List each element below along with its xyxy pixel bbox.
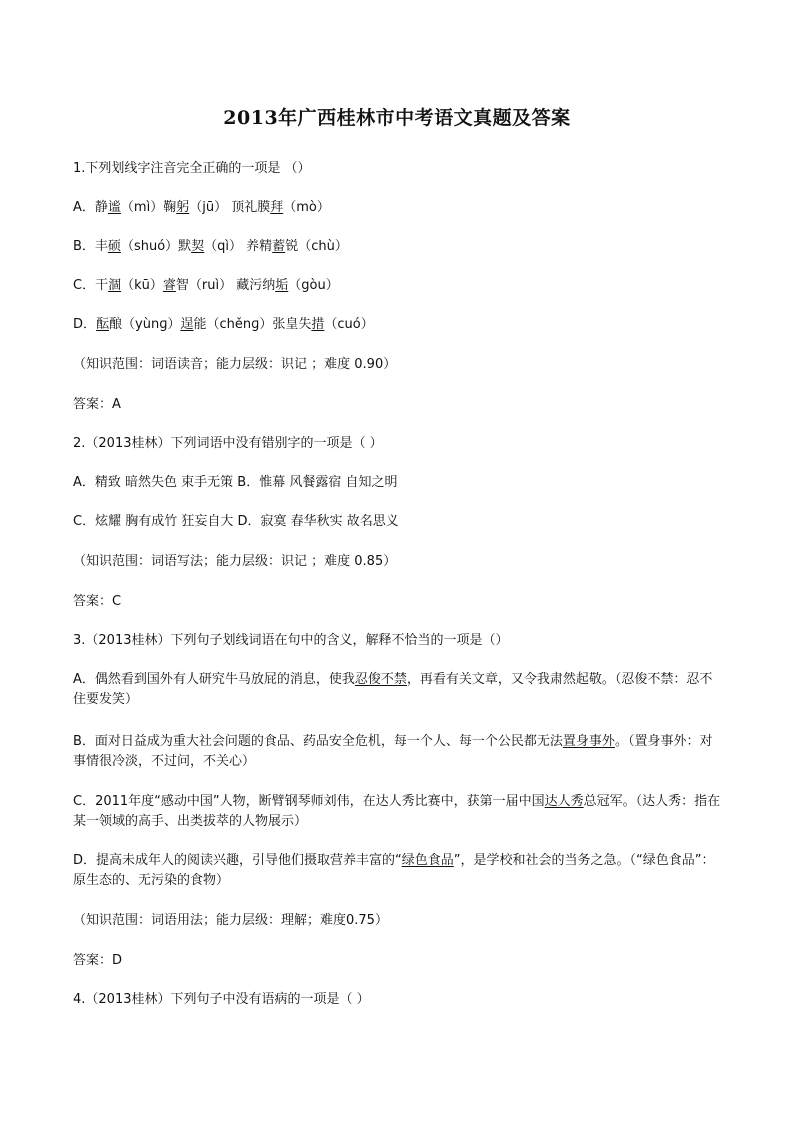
- q2-stem: 2.（2013桂林）下列词语中没有错别字的一项是（ ）: [73, 436, 383, 451]
- text: 酿（yùnɡ）: [109, 317, 181, 332]
- underlined-char: 谧: [107, 200, 121, 215]
- q1-stem: 1.下列划线字注音完全正确的一项是 （）: [73, 161, 311, 176]
- q1-option-c: [73, 276, 723, 296]
- text: B．面对日益成为重大社会问题的食品、药品安全危机，每一个人、每一个公民都无法: [73, 734, 563, 749]
- text: 智（ruì） 藏污纳: [175, 278, 276, 293]
- q2-answer: 答案：C: [73, 594, 122, 609]
- underlined-char: 睿: [162, 278, 176, 293]
- text: B．丰: [73, 239, 108, 254]
- text: A．静: [73, 200, 108, 215]
- text: （cuó）: [324, 317, 374, 332]
- q4-stem: 4.（2013桂林）下列句子中没有语病的一项是（ ）: [73, 992, 370, 1007]
- text: D．: [73, 317, 97, 332]
- q3-meta: （知识范围：词语用法；能力层级：理解；难度0.75）: [73, 913, 388, 928]
- text: （shuó）默: [120, 239, 192, 254]
- q1-option-a: [73, 198, 723, 218]
- underlined-char: 酝: [96, 317, 110, 332]
- text: （mò）: [283, 200, 330, 215]
- q3-option-c: [73, 792, 723, 832]
- text: 总冠军。（达人秀：指在某一领域的高手、出类拔萃的人物展示）: [73, 794, 721, 829]
- q2-meta: （知识范围：词语写法；能力层级：识记 ；难度 0.85）: [73, 554, 397, 569]
- text: （mì）鞠: [120, 200, 177, 215]
- q3-option-b: [73, 732, 723, 772]
- underlined-char: 逞: [180, 317, 194, 332]
- q2-options-ab: A．精致 暗然失色 束手无策 B．惟幕 风餐露宿 自知之明: [73, 475, 398, 490]
- q3-answer: 答案：D: [73, 953, 123, 968]
- q1-option-d: [73, 315, 723, 335]
- q3-option-d: [73, 851, 723, 891]
- text: （qì） 养精: [204, 239, 273, 254]
- underlined-char: 契: [191, 239, 205, 254]
- text: C．干: [73, 278, 109, 293]
- underlined-char: 硕: [107, 239, 121, 254]
- underlined-phrase: 置身事外: [562, 734, 615, 749]
- text: （jū） 顶礼膜: [189, 200, 271, 215]
- page-title: 2013年广西桂林市中考语文真题及答案: [223, 107, 571, 129]
- underlined-char: 躬: [176, 200, 190, 215]
- underlined-char: 措: [311, 317, 325, 332]
- text: 能（chěnɡ）张皇失: [193, 317, 312, 332]
- q1-meta: （知识范围：词语读音；能力层级：识记 ；难度 0.90）: [73, 357, 397, 372]
- text: 。（置身事外：对事情很冷淡，不过问，不关心）: [73, 734, 713, 769]
- text: ，再看有关文章，又令我肃然起敬。（忍俊不禁：忍不住要发笑）: [73, 672, 713, 707]
- underlined-char: 涸: [108, 278, 122, 293]
- underlined-phrase: 绿色食品: [401, 853, 454, 868]
- q3-option-a: [73, 670, 723, 710]
- text: （gòu）: [288, 278, 339, 293]
- text: （kū）: [121, 278, 163, 293]
- text: D．提高未成年人的阅读兴趣，引导他们摄取营养丰富的“: [73, 853, 402, 868]
- underlined-char: 蓄: [272, 239, 286, 254]
- q1-answer: 答案：A: [73, 397, 121, 412]
- text: 锐（chù）: [285, 239, 348, 254]
- text: C．2011年度“感动中国”人物，断臂钢琴师刘伟，在达人秀比赛中，获第一届中国: [73, 794, 545, 809]
- underlined-char: 垢: [275, 278, 289, 293]
- underlined-char: 拜: [270, 200, 284, 215]
- text: A．偶然看到国外有人研究牛马放屁的消息，使我: [73, 672, 355, 687]
- q3-stem: 3.（2013桂林）下列句子划线词语在句中的含义，解释不恰当的一项是（）: [73, 633, 509, 648]
- underlined-phrase: 忍俊不禁: [354, 672, 407, 687]
- q1-option-b: [73, 237, 723, 257]
- underlined-phrase: 达人秀: [544, 794, 584, 809]
- text: ”，是学校和社会的当务之急。（“绿色食品”：原生态的、无污染的食物）: [73, 853, 715, 888]
- q2-options-cd: C．炫耀 胸有成竹 狂妄自大 D．寂寞 春华秋实 故名思义: [73, 514, 399, 529]
